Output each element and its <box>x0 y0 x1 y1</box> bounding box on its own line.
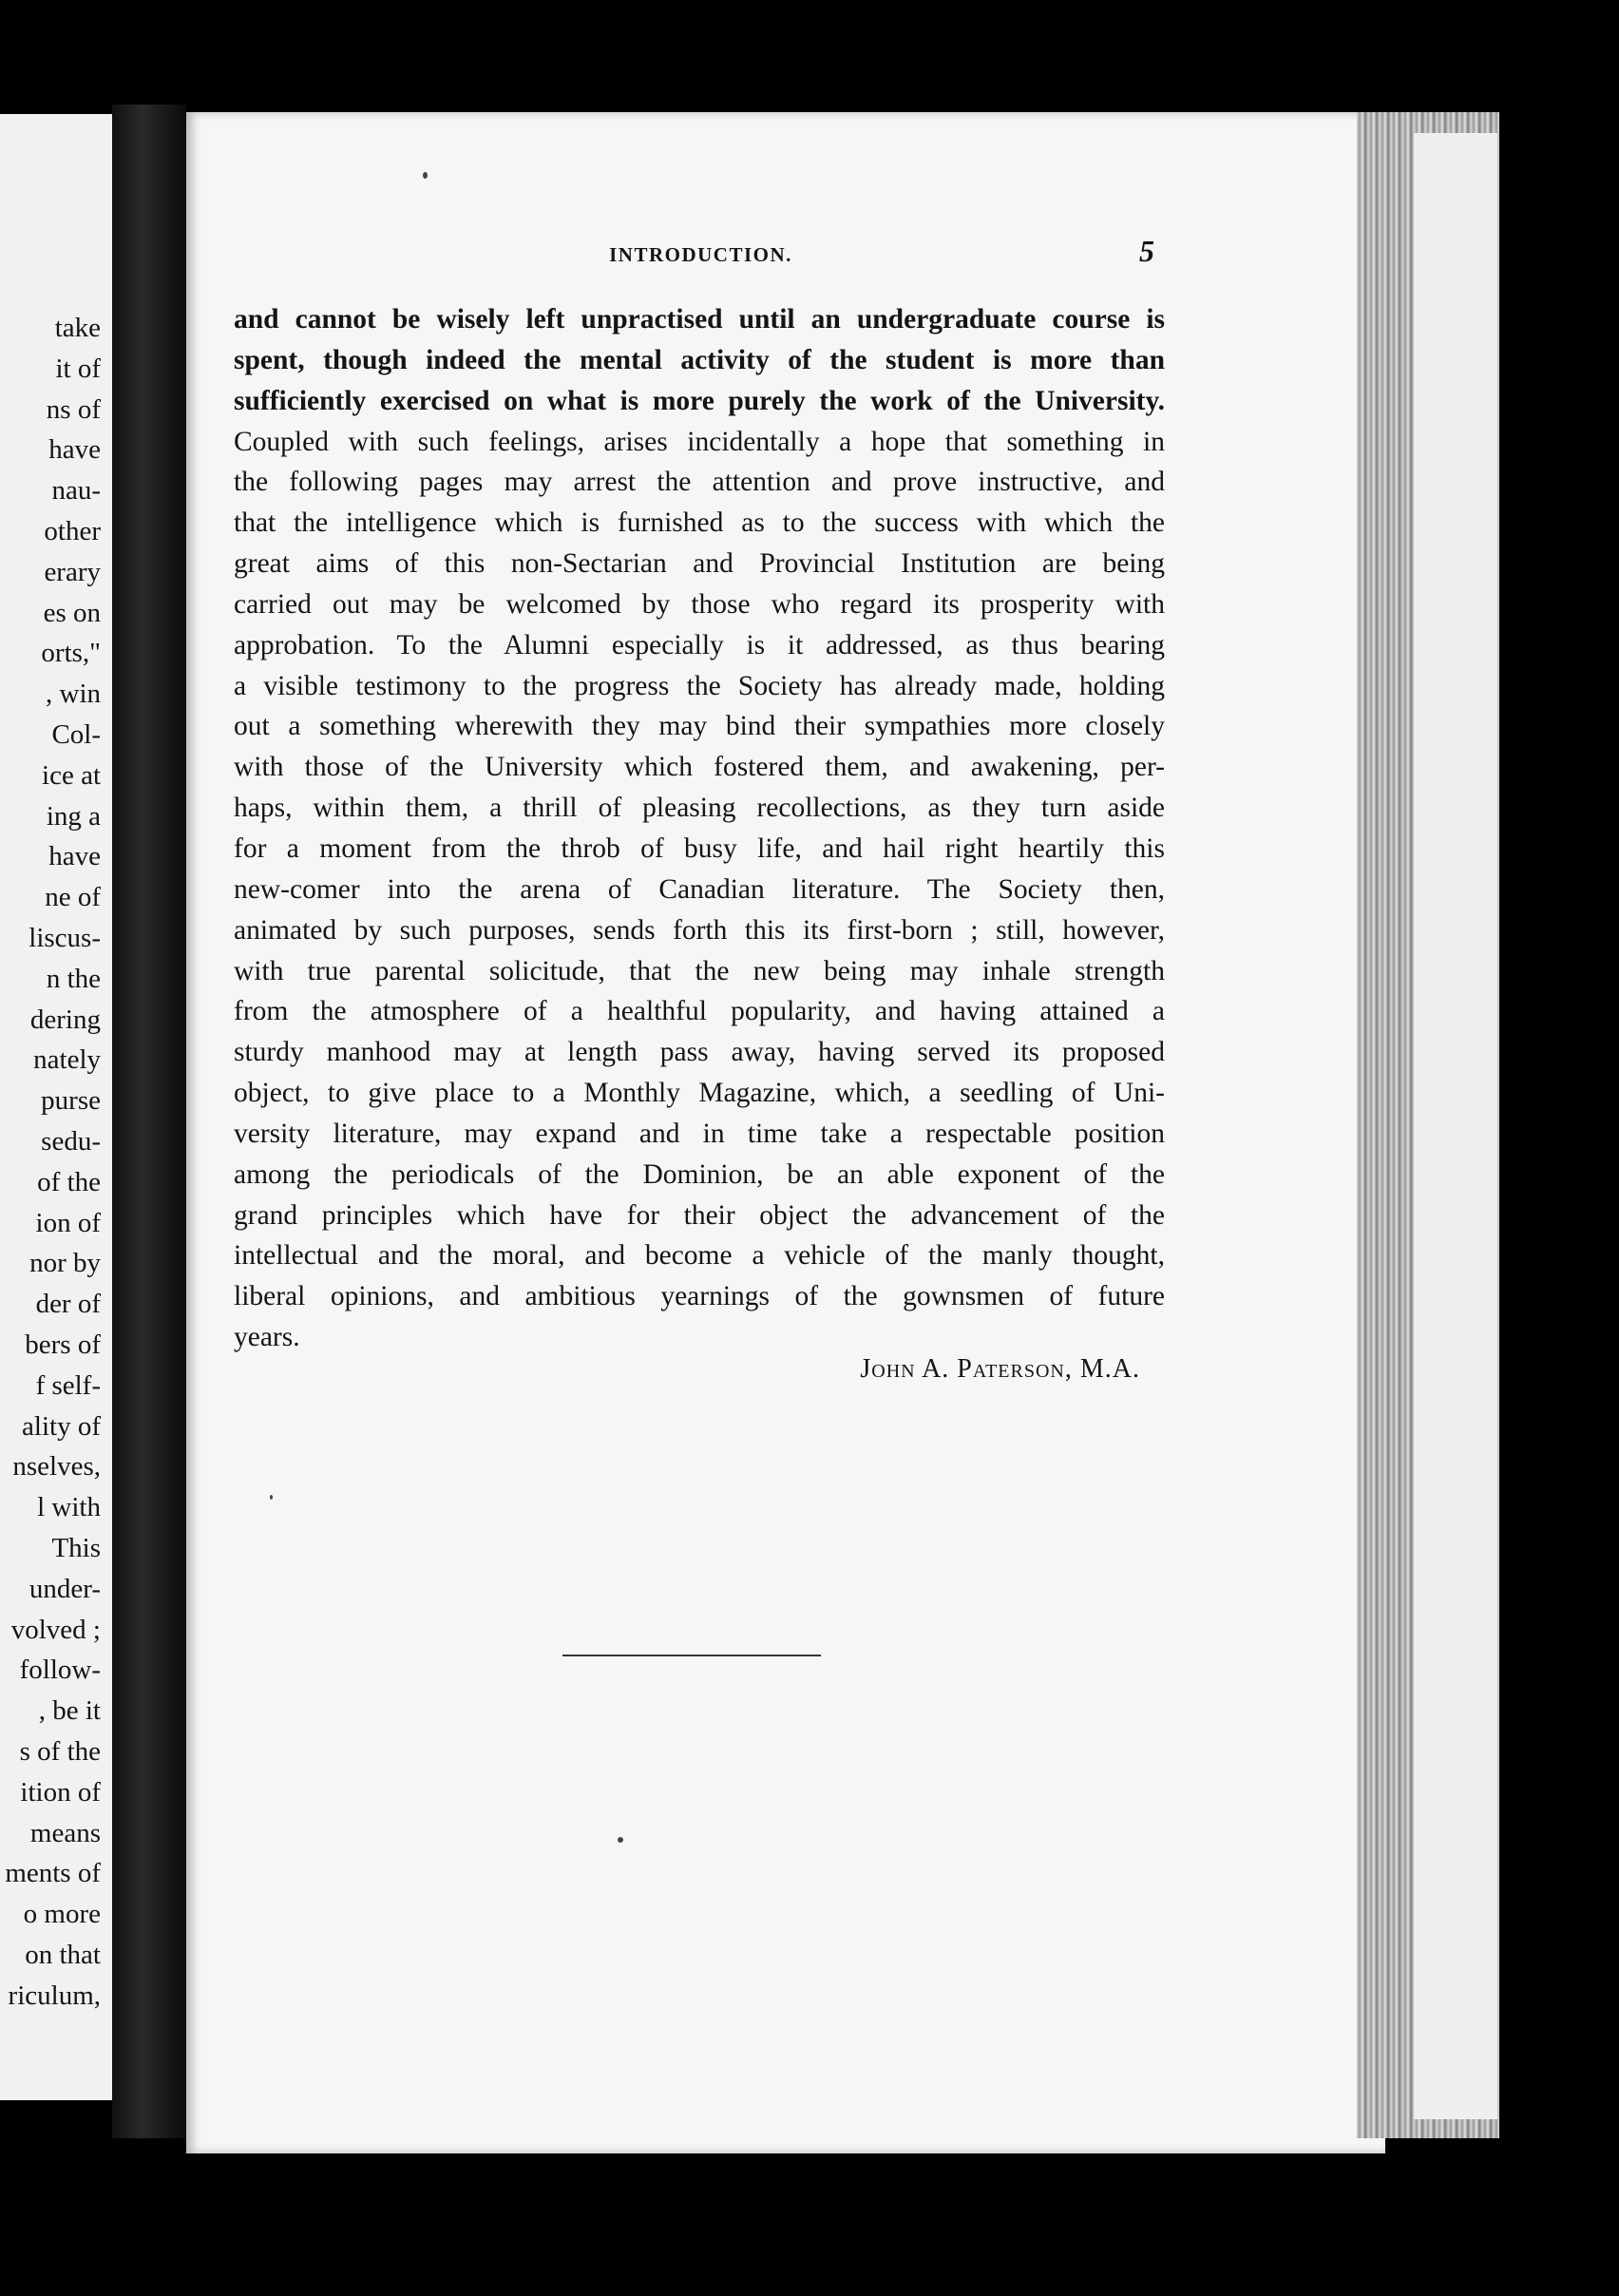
fragment-line: riculum, <box>8 1980 101 2011</box>
fragment-line: ns of <box>46 393 101 425</box>
print-speck <box>618 1837 623 1843</box>
fragment-line: follow- <box>19 1655 101 1686</box>
text-line: grand principles which have for their object the advancement of the <box>234 1199 1165 1231</box>
book-gutter <box>112 105 186 2138</box>
fragment-line: liscus- <box>29 923 101 953</box>
fragment-line: orts," <box>41 638 101 669</box>
fragment-line: ing a <box>46 800 101 832</box>
fragment-line: ality of <box>22 1410 101 1442</box>
text-line: for a moment from the throb of busy life, and hail right heartily this <box>234 832 1165 864</box>
fragment-line: of the <box>37 1166 101 1197</box>
fragment-line: This <box>51 1533 101 1563</box>
fragment-line: purse <box>41 1085 101 1117</box>
page-edges-highlight <box>1414 133 1497 2119</box>
text-line: years. <box>234 1322 300 1353</box>
fragment-line: it of <box>55 353 101 384</box>
fragment-line: Col- <box>51 719 101 750</box>
previous-page-fragment <box>0 114 112 2100</box>
fragment-line: erary <box>44 556 101 587</box>
text-line: haps, within them, a thrill of pleasing recollections, as they turn aside <box>234 793 1165 824</box>
text-line: with those of the University which fostered them, and awakening, per- <box>234 752 1165 783</box>
text-line: and cannot be wisely left unpractised until an undergraduate course is <box>234 304 1165 335</box>
fragment-line: sedu- <box>41 1126 101 1157</box>
text-line: a visible testimony to the progress the Society has already made, holding <box>234 670 1165 701</box>
text-line: spent, though indeed the mental activity of the student is more than <box>234 344 1165 375</box>
fragment-line: nately <box>33 1044 101 1076</box>
fragment-line: volved ; <box>10 1614 101 1645</box>
fragment-line: have <box>48 434 101 466</box>
running-head <box>238 234 1164 276</box>
print-speck <box>270 1495 273 1500</box>
section-rule <box>562 1655 821 1656</box>
text-line: that the intelligence which is furnished as to the success with which the <box>234 507 1165 539</box>
text-line: out a something wherewith they may bind their sympathies more closely <box>234 711 1165 742</box>
fragment-line: take <box>54 313 101 343</box>
text-line: liberal opinions, and ambitious yearnings of the gownsmen of future <box>234 1281 1165 1312</box>
text-line: with true parental solicitude, that the new being may inhale strength <box>234 955 1165 986</box>
text-line: sufficiently exercised on what is more purely the work of the University. <box>234 385 1165 416</box>
fragment-line: nselves, <box>12 1451 101 1483</box>
fragment-line: n the <box>46 963 101 994</box>
running-title: INTRODUCTION. <box>609 243 792 266</box>
text-line: great aims of this non-Sectarian and Provincial Institution are being <box>234 548 1165 580</box>
fragment-line: bers of <box>25 1330 101 1360</box>
print-speck <box>423 172 428 179</box>
text-line: approbation. To the Alumni especially is it addressed, as thus bearing <box>234 629 1165 660</box>
body-text <box>234 299 1165 1358</box>
fragment-line: o more <box>23 1899 101 1930</box>
fragment-line: , be it <box>38 1695 101 1727</box>
fragment-line: have <box>48 841 101 872</box>
text-line: from the atmosphere of a healthful popularity, and having attained a <box>234 996 1165 1027</box>
fragment-line: s of the <box>19 1736 101 1767</box>
fragment-line: ition of <box>20 1776 101 1808</box>
text-line: sturdy manhood may at length pass away, having served its proposed <box>234 1037 1165 1068</box>
fragment-line: ments of <box>5 1858 101 1889</box>
text-line: among the periodicals of the Dominion, be an able exponent of the <box>234 1158 1165 1190</box>
fragment-line: under- <box>29 1573 101 1604</box>
text-line: intellectual and the moral, and become a vehicle of the manly thought, <box>234 1240 1165 1272</box>
text-line: the following pages may arrest the attention and prove instructive, and <box>234 467 1165 498</box>
text-line: object, to give place to a Monthly Magazine, which, a seedling of Uni- <box>234 1078 1165 1109</box>
fragment-line: l with <box>37 1492 101 1523</box>
page-number: 5 <box>1139 234 1154 268</box>
text-line: versity literature, may expand and in time take a respectable position <box>234 1118 1165 1149</box>
fragment-line: ice at <box>42 759 101 791</box>
fragment-line: der of <box>35 1289 101 1320</box>
text-line: new-comer into the arena of Canadian literature. The Society then, <box>234 873 1165 905</box>
fragment-line: ne of <box>45 882 101 913</box>
text-line: animated by such purposes, sends forth this its first-born ; still, however, <box>234 914 1165 946</box>
fragment-line: nor by <box>29 1248 101 1279</box>
text-line: carried out may be welcomed by those who regard its prosperity with <box>234 588 1165 620</box>
fragment-line: other <box>44 516 101 546</box>
fragment-line: es on <box>43 597 101 628</box>
fragment-line: nau- <box>51 475 101 507</box>
fragment-line: ion of <box>35 1207 101 1238</box>
fragment-line: dering <box>29 1004 101 1035</box>
text-line: Coupled with such feelings, arises incidentally a hope that something in <box>234 426 1165 457</box>
author-signature: John A. Paterson, M.A. <box>860 1354 1140 1384</box>
fragment-line: f self- <box>35 1369 101 1401</box>
fragment-line: , win <box>46 679 101 710</box>
fragment-line: on that <box>25 1940 101 1970</box>
fragment-line: means <box>29 1817 101 1848</box>
